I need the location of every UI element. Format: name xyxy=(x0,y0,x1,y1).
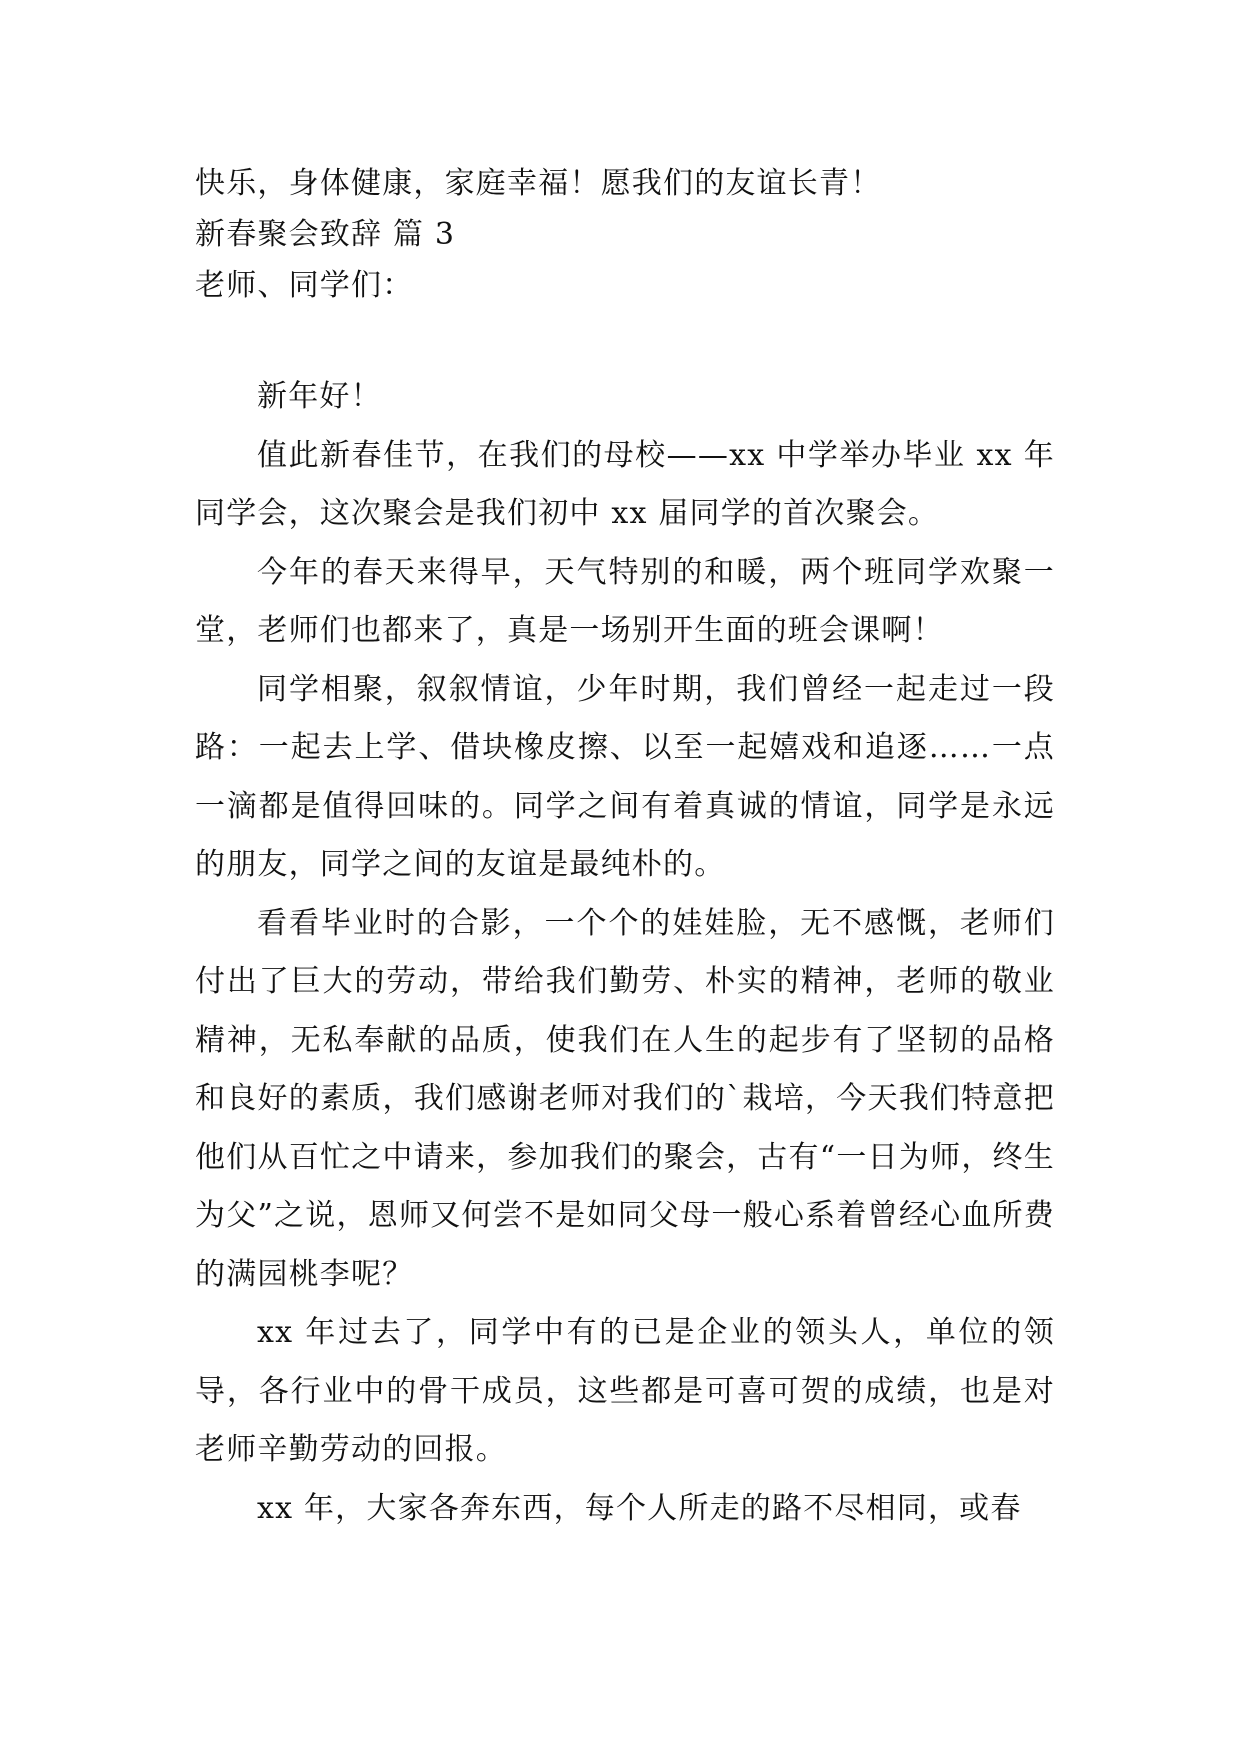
paragraph-teachers: 看看毕业时的合影，一个个的娃娃脸，无不感慨，老师们付出了巨大的劳动，带给我们勤劳、朴实的精神，老师的敬业精神，无私奉献的品质，使我们在人生的起步有了坚韧的品格和良好的素质，我们感谢老师对我们的`栽培，今天我们特意把他们从百忙之中请来，参加我们的聚会，古有“一日为师，终生为父”之说，恩师又何尝不是如同父母一般心系着曾经心血所费的满园桃李呢？ xyxy=(195,905,1055,1292)
paragraph-spring: 今年的春天来得早，天气特别的和暖，两个班同学欢聚一堂，老师们也都来了，真是一场别开生面的班会课啊！ xyxy=(195,554,1055,648)
paragraph-paths: xx 年，大家各奔东西，每个人所走的路不尽相同，或春 xyxy=(257,1490,1022,1526)
section-title: 新春聚会致辞 篇 3 xyxy=(195,217,456,252)
salutation: 老师、同学们： xyxy=(195,268,414,303)
paragraph-occasion: 值此新春佳节，在我们的母校——xx 中学举办毕业 xx 年同学会，这次聚会是我们初中 xx 届同学的首次聚会。 xyxy=(195,437,1055,531)
closing-wishes-line: 快乐，身体健康，家庭幸福！愿我们的友谊长青！ xyxy=(195,166,882,201)
paragraph-achievements: xx 年过去了，同学中有的已是企业的领头人，单位的领导，各行业中的骨干成员，这些都是可喜可贺的成绩，也是对老师辛勤劳动的回报。 xyxy=(195,1315,1055,1467)
paragraph-greeting: 新年好！ xyxy=(257,379,382,414)
paragraph-gap xyxy=(195,311,1055,368)
document-body xyxy=(195,158,1055,1538)
paragraph-friendship: 同学相聚，叙叙情谊，少年时期，我们曾经一起走过一段路：一起去上学、借块橡皮擦、以至一起嬉戏和追逐……一点一滴都是值得回味的。同学之间有着真诚的情谊，同学是永远的朋友，同学之间的友谊是最纯朴的。 xyxy=(195,671,1055,882)
